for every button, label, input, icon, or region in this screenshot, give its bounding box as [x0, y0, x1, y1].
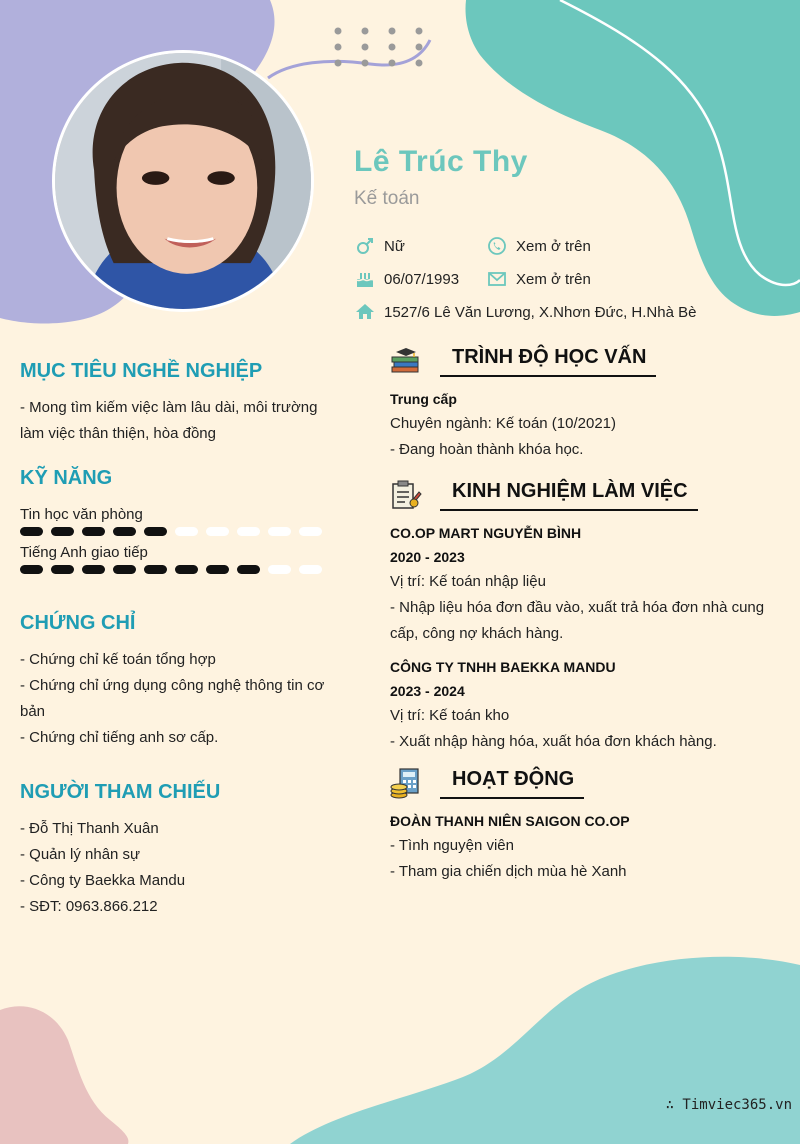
job-company: CO.OP MART NGUYỄN BÌNH: [390, 525, 582, 541]
phone-value: Xem ở trên: [516, 237, 591, 255]
job-entry: [390, 655, 770, 755]
gender-value: Nữ: [384, 237, 405, 255]
activities-header: [390, 767, 770, 799]
home-icon: [354, 301, 376, 323]
job-description: - Nhập liệu hóa đơn đầu vào, xuất trả hóa đơn nhà cung cấp, công nợ khách hàng.: [390, 599, 765, 642]
left-column: [20, 360, 330, 920]
reference-item: - Công ty Baekka Mandu: [20, 872, 186, 889]
experience-section: [390, 479, 770, 755]
lavender-curve: [268, 40, 430, 78]
pink-blob: [0, 1006, 128, 1144]
clipboard-icon: [390, 479, 422, 511]
portrait-illustration: [55, 53, 311, 309]
avatar: [52, 50, 314, 312]
skill-rating: [20, 527, 330, 536]
rating-dot-filled: [51, 565, 74, 574]
rating-dot-filled: [20, 565, 43, 574]
education-major: Chuyên ngành: Kế toán (10/2021): [390, 415, 617, 432]
skills-list: [20, 506, 330, 574]
rating-dot-filled: [175, 565, 198, 574]
right-column: [390, 345, 770, 885]
skill-name: Tin học văn phòng: [20, 506, 143, 523]
contact-email: [486, 267, 591, 291]
whatsapp-icon: [486, 235, 508, 257]
teal-blob-bottom: [290, 957, 800, 1144]
education-title: TRÌNH ĐỘ HỌC VẤN: [440, 346, 656, 377]
references-section: [20, 781, 330, 920]
watermark: ∴ Timviec365.vn: [665, 1097, 792, 1113]
education-note: - Đang hoàn thành khóa học.: [390, 441, 584, 458]
experience-header: [390, 479, 770, 511]
rating-dot-filled: [51, 527, 74, 536]
job-period: 2020 - 2023: [390, 549, 465, 565]
rating-dot-filled: [144, 565, 167, 574]
rating-dot-filled: [20, 527, 43, 536]
candidate-name: Lê Trúc Thy: [354, 145, 528, 178]
cake-icon: [354, 268, 376, 290]
objective-title: MỤC TIÊU NGHỀ NGHIỆP: [20, 360, 263, 382]
education-school: Trung cấp: [390, 391, 457, 407]
job-period: 2023 - 2024: [390, 683, 465, 699]
skill-name: Tiếng Anh giao tiếp: [20, 544, 148, 561]
address-value: 1527/6 Lê Văn Lương, X.Nhơn Đức, H.Nhà Bè: [384, 303, 697, 321]
birthday-value: 06/07/1993: [384, 270, 460, 288]
experience-title: KINH NGHIỆM LÀM VIỆC: [440, 480, 698, 511]
certificate-item: - Chứng chỉ kế toán tổng hợp: [20, 651, 216, 668]
rating-dot-filled: [113, 565, 136, 574]
contact-phone: [486, 234, 591, 258]
job-position: Vị trí: Kế toán kho: [390, 707, 510, 724]
references-title: NGƯỜI THAM CHIẾU: [20, 781, 221, 803]
calculator-coins-icon: [390, 767, 422, 799]
skill-rating: [20, 565, 330, 574]
contact-birthday: [354, 267, 459, 291]
education-section: [390, 345, 770, 463]
activities-title: HOẠT ĐỘNG: [440, 768, 584, 799]
rating-dot-filled: [82, 565, 105, 574]
rating-dot-empty: [206, 527, 229, 536]
skills-title: KỸ NĂNG: [20, 467, 113, 489]
rating-dot-filled: [206, 565, 229, 574]
rating-dot-empty: [268, 565, 291, 574]
activities-section: [390, 767, 770, 885]
skills-section: [20, 467, 330, 574]
education-header: [390, 345, 770, 377]
job-description: - Xuất nhập hàng hóa, xuất hóa đơn khách hàng.: [390, 733, 717, 750]
rating-dot-filled: [144, 527, 167, 536]
job-company: CÔNG TY TNHH BAEKKA MANDU: [390, 659, 616, 675]
certificates-section: [20, 612, 330, 751]
job-title: Kế toán: [354, 188, 420, 209]
contact-address: [354, 300, 696, 324]
activity-org: ĐOÀN THANH NIÊN SAIGON CO.OP: [390, 813, 630, 829]
reference-item: - Quản lý nhân sự: [20, 846, 141, 863]
rating-dot-empty: [299, 527, 322, 536]
reference-item: - SĐT: 0963.866.212: [20, 898, 158, 915]
rating-dot-empty: [299, 565, 322, 574]
objective-section: [20, 360, 330, 447]
rating-dot-empty: [268, 527, 291, 536]
certificate-item: - Chứng chỉ tiếng anh sơ cấp.: [20, 729, 219, 746]
rating-dot-filled: [113, 527, 136, 536]
certificates-title: CHỨNG CHỈ: [20, 612, 136, 634]
activity-item: - Tình nguyện viên: [390, 837, 514, 854]
certificate-item: - Chứng chỉ ứng dụng công nghệ thông tin cơ bản: [20, 677, 325, 720]
activity-item: - Tham gia chiến dịch mùa hè Xanh: [390, 863, 627, 880]
objective-text: - Mong tìm kiếm việc làm lâu dài, môi trường làm việc thân thiện, hòa đồng: [20, 399, 318, 442]
job-entry: [390, 521, 770, 647]
rating-dot-empty: [237, 527, 260, 536]
rating-dot-filled: [237, 565, 260, 574]
job-position: Vị trí: Kế toán nhập liệu: [390, 573, 546, 590]
graduation-books-icon: [390, 345, 422, 377]
envelope-icon: [486, 268, 508, 290]
reference-item: - Đỗ Thị Thanh Xuân: [20, 820, 159, 837]
rating-dot-filled: [82, 527, 105, 536]
rating-dot-empty: [175, 527, 198, 536]
email-value: Xem ở trên: [516, 270, 591, 288]
gender-icon: [354, 235, 376, 257]
contact-gender: [354, 234, 405, 258]
